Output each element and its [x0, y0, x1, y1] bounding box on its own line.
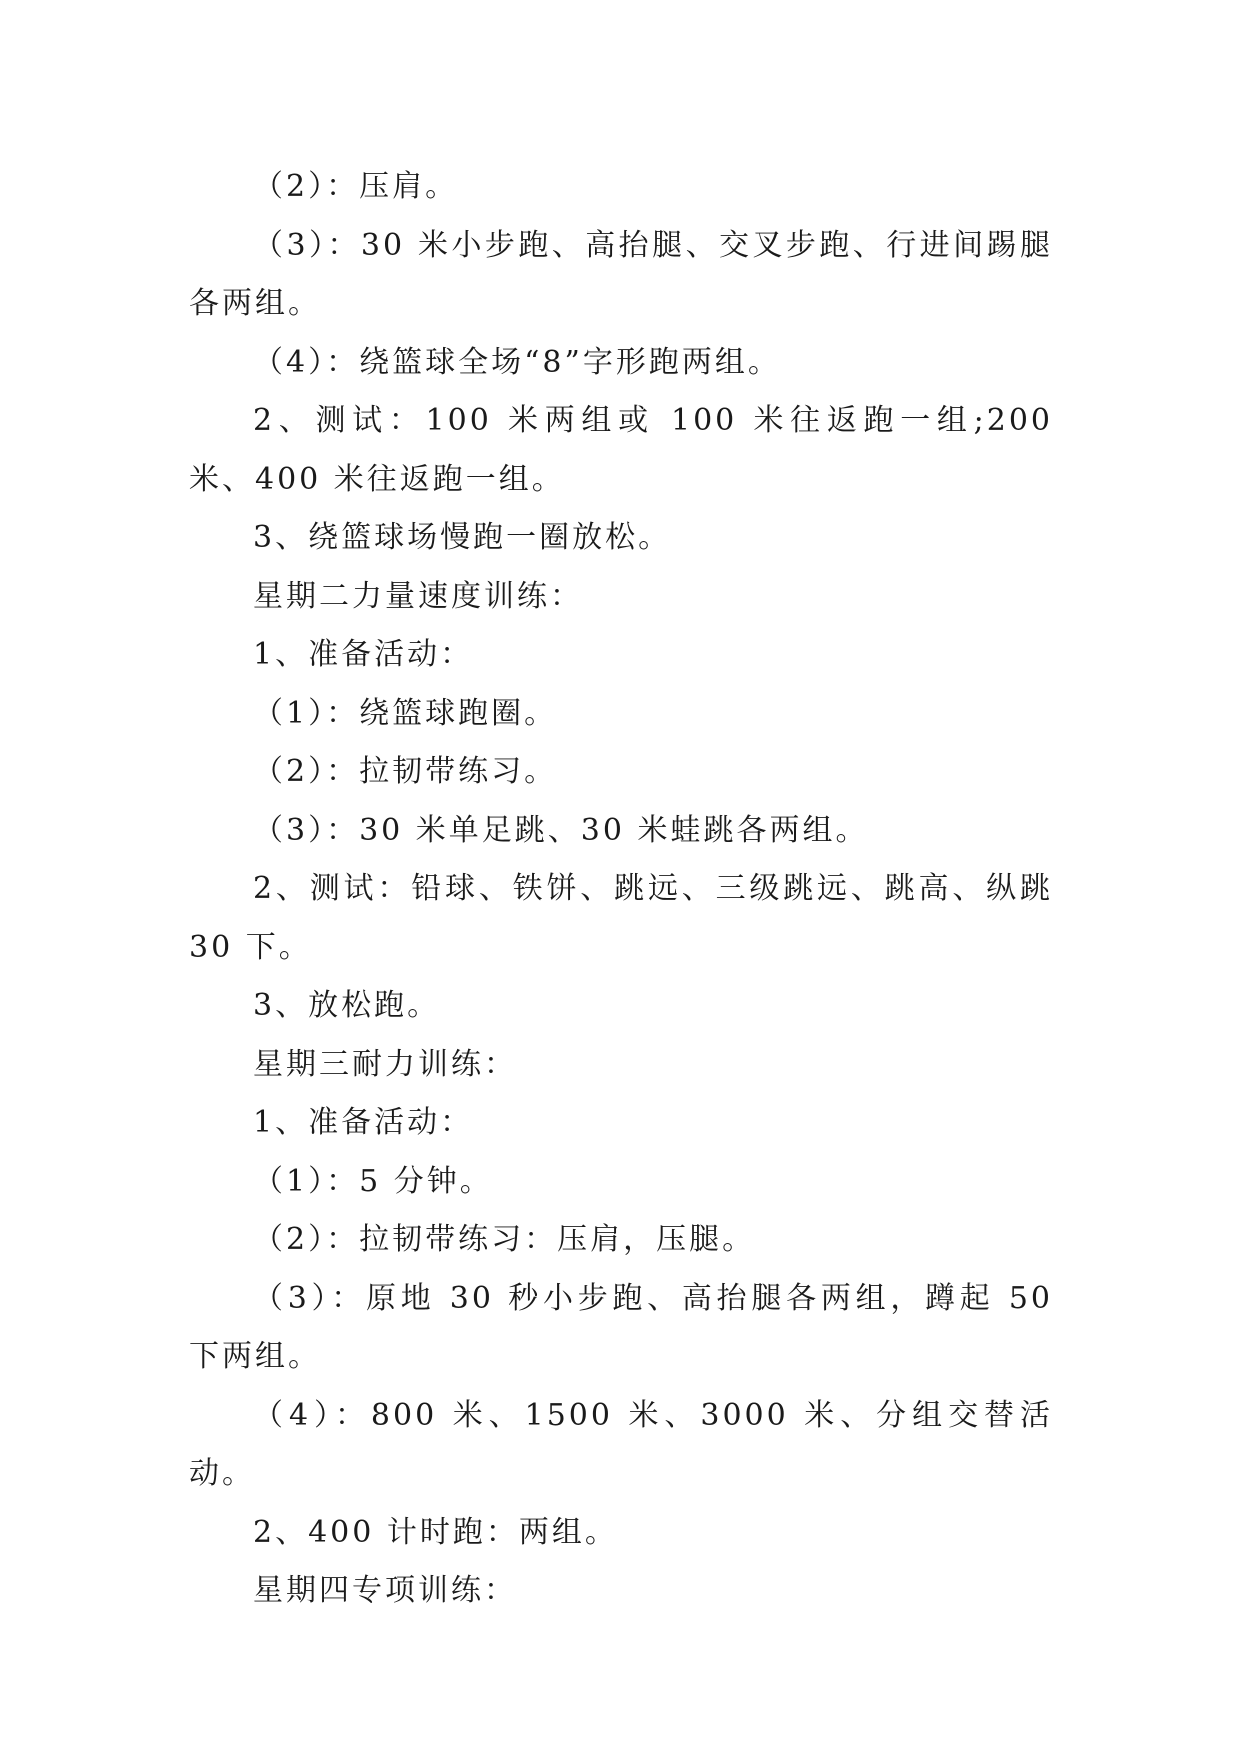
paragraph-19: 2、400 计时跑：两组。: [253, 1514, 618, 1550]
paragraph-11: 2、测试：铅球、铁饼、跳远、三级跳远、跳高、纵跳 30 下。: [189, 871, 1053, 965]
paragraph-15: （1）：5 分钟。: [253, 1163, 493, 1199]
section-heading-thursday: 星期四专项训练：: [253, 1573, 517, 1608]
paragraph-2: （3）：30 米小步跑、高抬腿、交叉步跑、行进间踢腿各两组。: [189, 227, 1053, 321]
paragraph-3: （4）：绕篮球全场“8”字形跑两组。: [253, 344, 781, 380]
paragraph-17: （3）：原地 30 秒小步跑、高抬腿各两组，蹲起 50 下两组。: [189, 1280, 1053, 1374]
paragraph-10: （3）：30 米单足跳、30 米蛙跳各两组。: [253, 812, 869, 848]
document-body: [189, 158, 1053, 1621]
section-heading-wednesday: 星期三耐力训练：: [253, 1046, 517, 1082]
paragraph-8: （1）：绕篮球跑圈。: [253, 695, 558, 731]
paragraph-16: （2）：拉韧带练习：压肩，压腿。: [253, 1222, 756, 1257]
paragraph-9: （2）：拉韧带练习。: [253, 754, 558, 789]
paragraph-12: 3、放松跑。: [253, 988, 441, 1023]
paragraph-5: 3、绕篮球场慢跑一圈放松。: [253, 520, 672, 555]
paragraph-1: （2）：压肩。: [253, 169, 459, 204]
paragraph-18: （4）：800 米、1500 米、3000 米、分组交替活动。: [189, 1397, 1053, 1491]
paragraph-4: 2、测试：100 米两组或 100 米往返跑一组;200 米、400 米往返跑一组。: [189, 403, 1053, 497]
paragraph-7: 1、准备活动：: [253, 637, 474, 672]
paragraph-14: 1、准备活动：: [253, 1105, 474, 1140]
section-heading-tuesday: 星期二力量速度训练：: [253, 578, 583, 614]
